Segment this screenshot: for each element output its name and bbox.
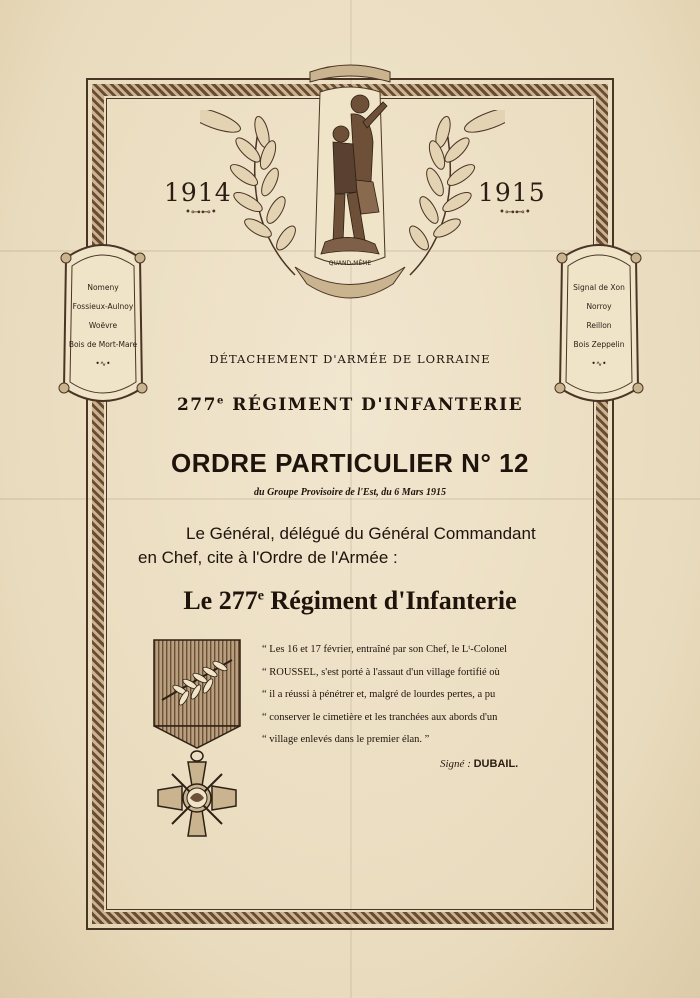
year-right-ornament: •⊶⊷• xyxy=(499,207,531,218)
left-cartouche-item: Fossieux-Aulnoy xyxy=(72,302,134,311)
right-cartouche-item: Bois Zeppelin xyxy=(573,340,625,349)
right-cartouche-ornament: •∿• xyxy=(591,359,607,368)
quote-line: “ conserver le cimetière et les tranchées aux abords d'un xyxy=(262,711,498,723)
quote-line: “ il a réussi à pénétrer et, malgré de lourdes pertes, a pu xyxy=(262,689,496,700)
big-prefix: Le 277 xyxy=(183,586,258,615)
year-left-ornament: •⊶⊷• xyxy=(185,207,217,218)
regiment-superscript: e xyxy=(216,395,225,407)
citation-quote xyxy=(262,639,562,752)
left-cartouche xyxy=(56,238,150,408)
citation-line: en Chef, cite à l'Ordre de l'Armée : xyxy=(138,548,398,567)
citation-line: Le Général, délégué du Général Commandant xyxy=(186,524,536,543)
croix-de-guerre-icon xyxy=(150,638,246,852)
signature-line xyxy=(440,758,518,770)
big-superscript: e xyxy=(257,588,264,604)
regiment-citation-title xyxy=(106,586,594,616)
left-cartouche-item: Nomeny xyxy=(87,283,119,292)
detachement-heading: DÉTACHEMENT D'ARMÉE DE LORRAINE xyxy=(209,352,491,366)
emblem-caption: QUAND-MÊME xyxy=(328,260,372,267)
left-cartouche-ornament: •∿• xyxy=(95,359,111,368)
year-right: 1915 xyxy=(478,178,546,207)
groupe-line: du Groupe Provisoire de l'Est, du 6 Mars 1915 xyxy=(254,487,446,498)
big-rest: Régiment d'Infanterie xyxy=(263,586,517,615)
ordre-title: ORDRE PARTICULIER N° 12 xyxy=(170,448,529,478)
left-cartouche-item: Bois de Mort-Mare xyxy=(68,340,138,349)
quote-line: “ Les 16 et 17 février, entraîné par son Chef, le Lᵗ-Colonel xyxy=(262,644,508,655)
regiment-name: RÉGIMENT D'INFANTERIE xyxy=(224,395,524,415)
year-left: 1914 xyxy=(164,178,232,207)
right-cartouche-item: Norroy xyxy=(586,302,612,311)
regiment-heading xyxy=(106,395,594,415)
signe-label: Signé : xyxy=(440,758,471,770)
left-cartouche-item: Woëvre xyxy=(88,321,118,330)
quote-line: “ village enlevés dans le premier élan. ” xyxy=(262,734,430,745)
right-cartouche xyxy=(552,238,646,408)
right-cartouche-item: Reillon xyxy=(586,321,612,330)
signe-name: DUBAIL. xyxy=(473,758,519,770)
regiment-number: 277 xyxy=(176,395,217,415)
right-cartouche-item: Signal de Xon xyxy=(573,283,625,292)
soldiers-statue-icon xyxy=(275,62,425,302)
quote-line: “ ROUSSEL, s'est porté à l'assaut d'un village fortifié où xyxy=(262,666,500,678)
citation-paragraph xyxy=(138,522,568,570)
